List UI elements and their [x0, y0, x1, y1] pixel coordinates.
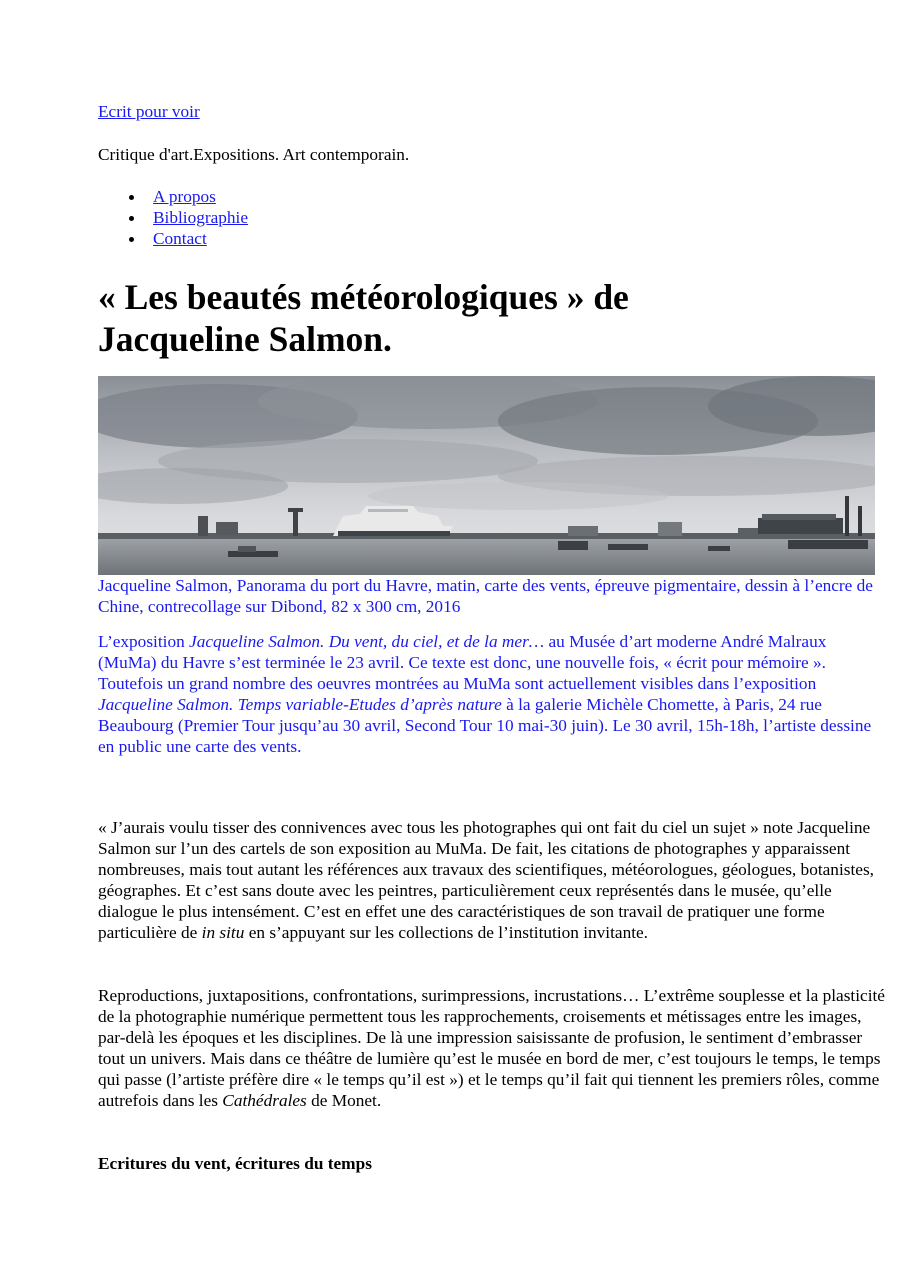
- nav-item-contact: [98, 228, 248, 249]
- image-caption: Jacqueline Salmon, Panorama du port du Havre, matin, carte des vents, épreuve pigmentaire, dessin à l’encre de Chine, contrecollage sur Dibond, 82 x 300 cm, 2016: [98, 576, 873, 616]
- body-paragraph-2: [98, 985, 888, 1111]
- intro-paragraph: [98, 631, 888, 757]
- nav-item-bibliographie: [98, 207, 248, 228]
- site-tagline: Critique d'art.Expositions. Art contemporain.: [98, 145, 410, 164]
- intro-text-1: L’exposition: [98, 632, 190, 651]
- main-navigation: [98, 186, 248, 249]
- paragraph-1-text-1: « J’aurais voulu tisser des connivences avec tous les photographes qui ont fait du ciel un sujet » note Jacqueline Salmon sur l’un des cartels de son exposition au MuMa. De fait, les citations de photographes y apparaissent nombreuses, mais tout autant les références aux travaux des scientifiques, météorologues, géologues, botanistes, géographes. Et c’est sans doute avec les peintres, particulièrement ceux représentés dans le musée, qu’elle dialogue le plus intensément. C’est en effet une des caractéristiques de son travail de pratiquer une forme particulière de: [98, 818, 874, 942]
- harbour-panorama-image: [98, 376, 875, 575]
- nav-link-contact[interactable]: Contact: [153, 229, 207, 248]
- paragraph-2-text-2: de Monet.: [306, 1091, 382, 1110]
- body-paragraph-1: [98, 817, 888, 943]
- article-title: « Les beautés météorologiques » de Jacqueline Salmon.: [98, 277, 629, 359]
- nav-link-a-propos[interactable]: A propos: [153, 187, 216, 206]
- section-subheading: Ecritures du vent, écritures du temps: [98, 1154, 372, 1173]
- intro-text-3: à la galerie Michèle Chomette, à Paris, 24 rue Beaubourg (Premier Tour jusqu’au 30 avril, Second Tour 10 mai-30 juin). Le 30 avril, 15h-18h, l’artiste dessine en public une carte des vents.: [98, 695, 872, 756]
- nav-item-a-propos: [98, 186, 248, 207]
- intro-text-2: au Musée d’art moderne André Malraux (MuMa) du Havre s’est terminée le 23 avril. Ce texte est donc, une nouvelle fois, « écrit pour mémoire ». Toutefois un grand nombre des oeuvres montrées au MuMa sont actuellement visibles dans l’exposition: [98, 632, 827, 693]
- paragraph-1-text-2: en s’appuyant sur les collections de l’institution invitante.: [244, 923, 649, 942]
- nav-link-bibliographie[interactable]: Bibliographie: [153, 208, 249, 227]
- paragraph-1-emphasis: in situ: [201, 923, 245, 942]
- paragraph-2-text-1: Reproductions, juxtapositions, confrontations, surimpressions, incrustations… L’extrême souplesse et la plasticité de la photographie numérique permettent tous les rapprochements, croisements et métissages entre les images, par-delà les époques et les disciplines. De là une impression saisissante de profusion, le sentiment d’embrasser tout un univers. Mais dans ce théâtre de lumière qu’est le musée en bord de mer, c’est toujours le temps, le temps qui passe (l’artiste préfère dire « le temps qu’il est ») et le temps qu’il fait qui tiennent les premiers rôles, comme autrefois dans les: [98, 986, 885, 1110]
- paragraph-2-emphasis: Cathédrales: [222, 1091, 307, 1110]
- intro-exhibition-title-2: Jacqueline Salmon. Temps variable-Etudes d’après nature: [98, 695, 502, 714]
- site-title-link[interactable]: Ecrit pour voir: [98, 102, 200, 121]
- intro-exhibition-title-1: Jacqueline Salmon. Du vent, du ciel, et de la mer…: [189, 632, 545, 651]
